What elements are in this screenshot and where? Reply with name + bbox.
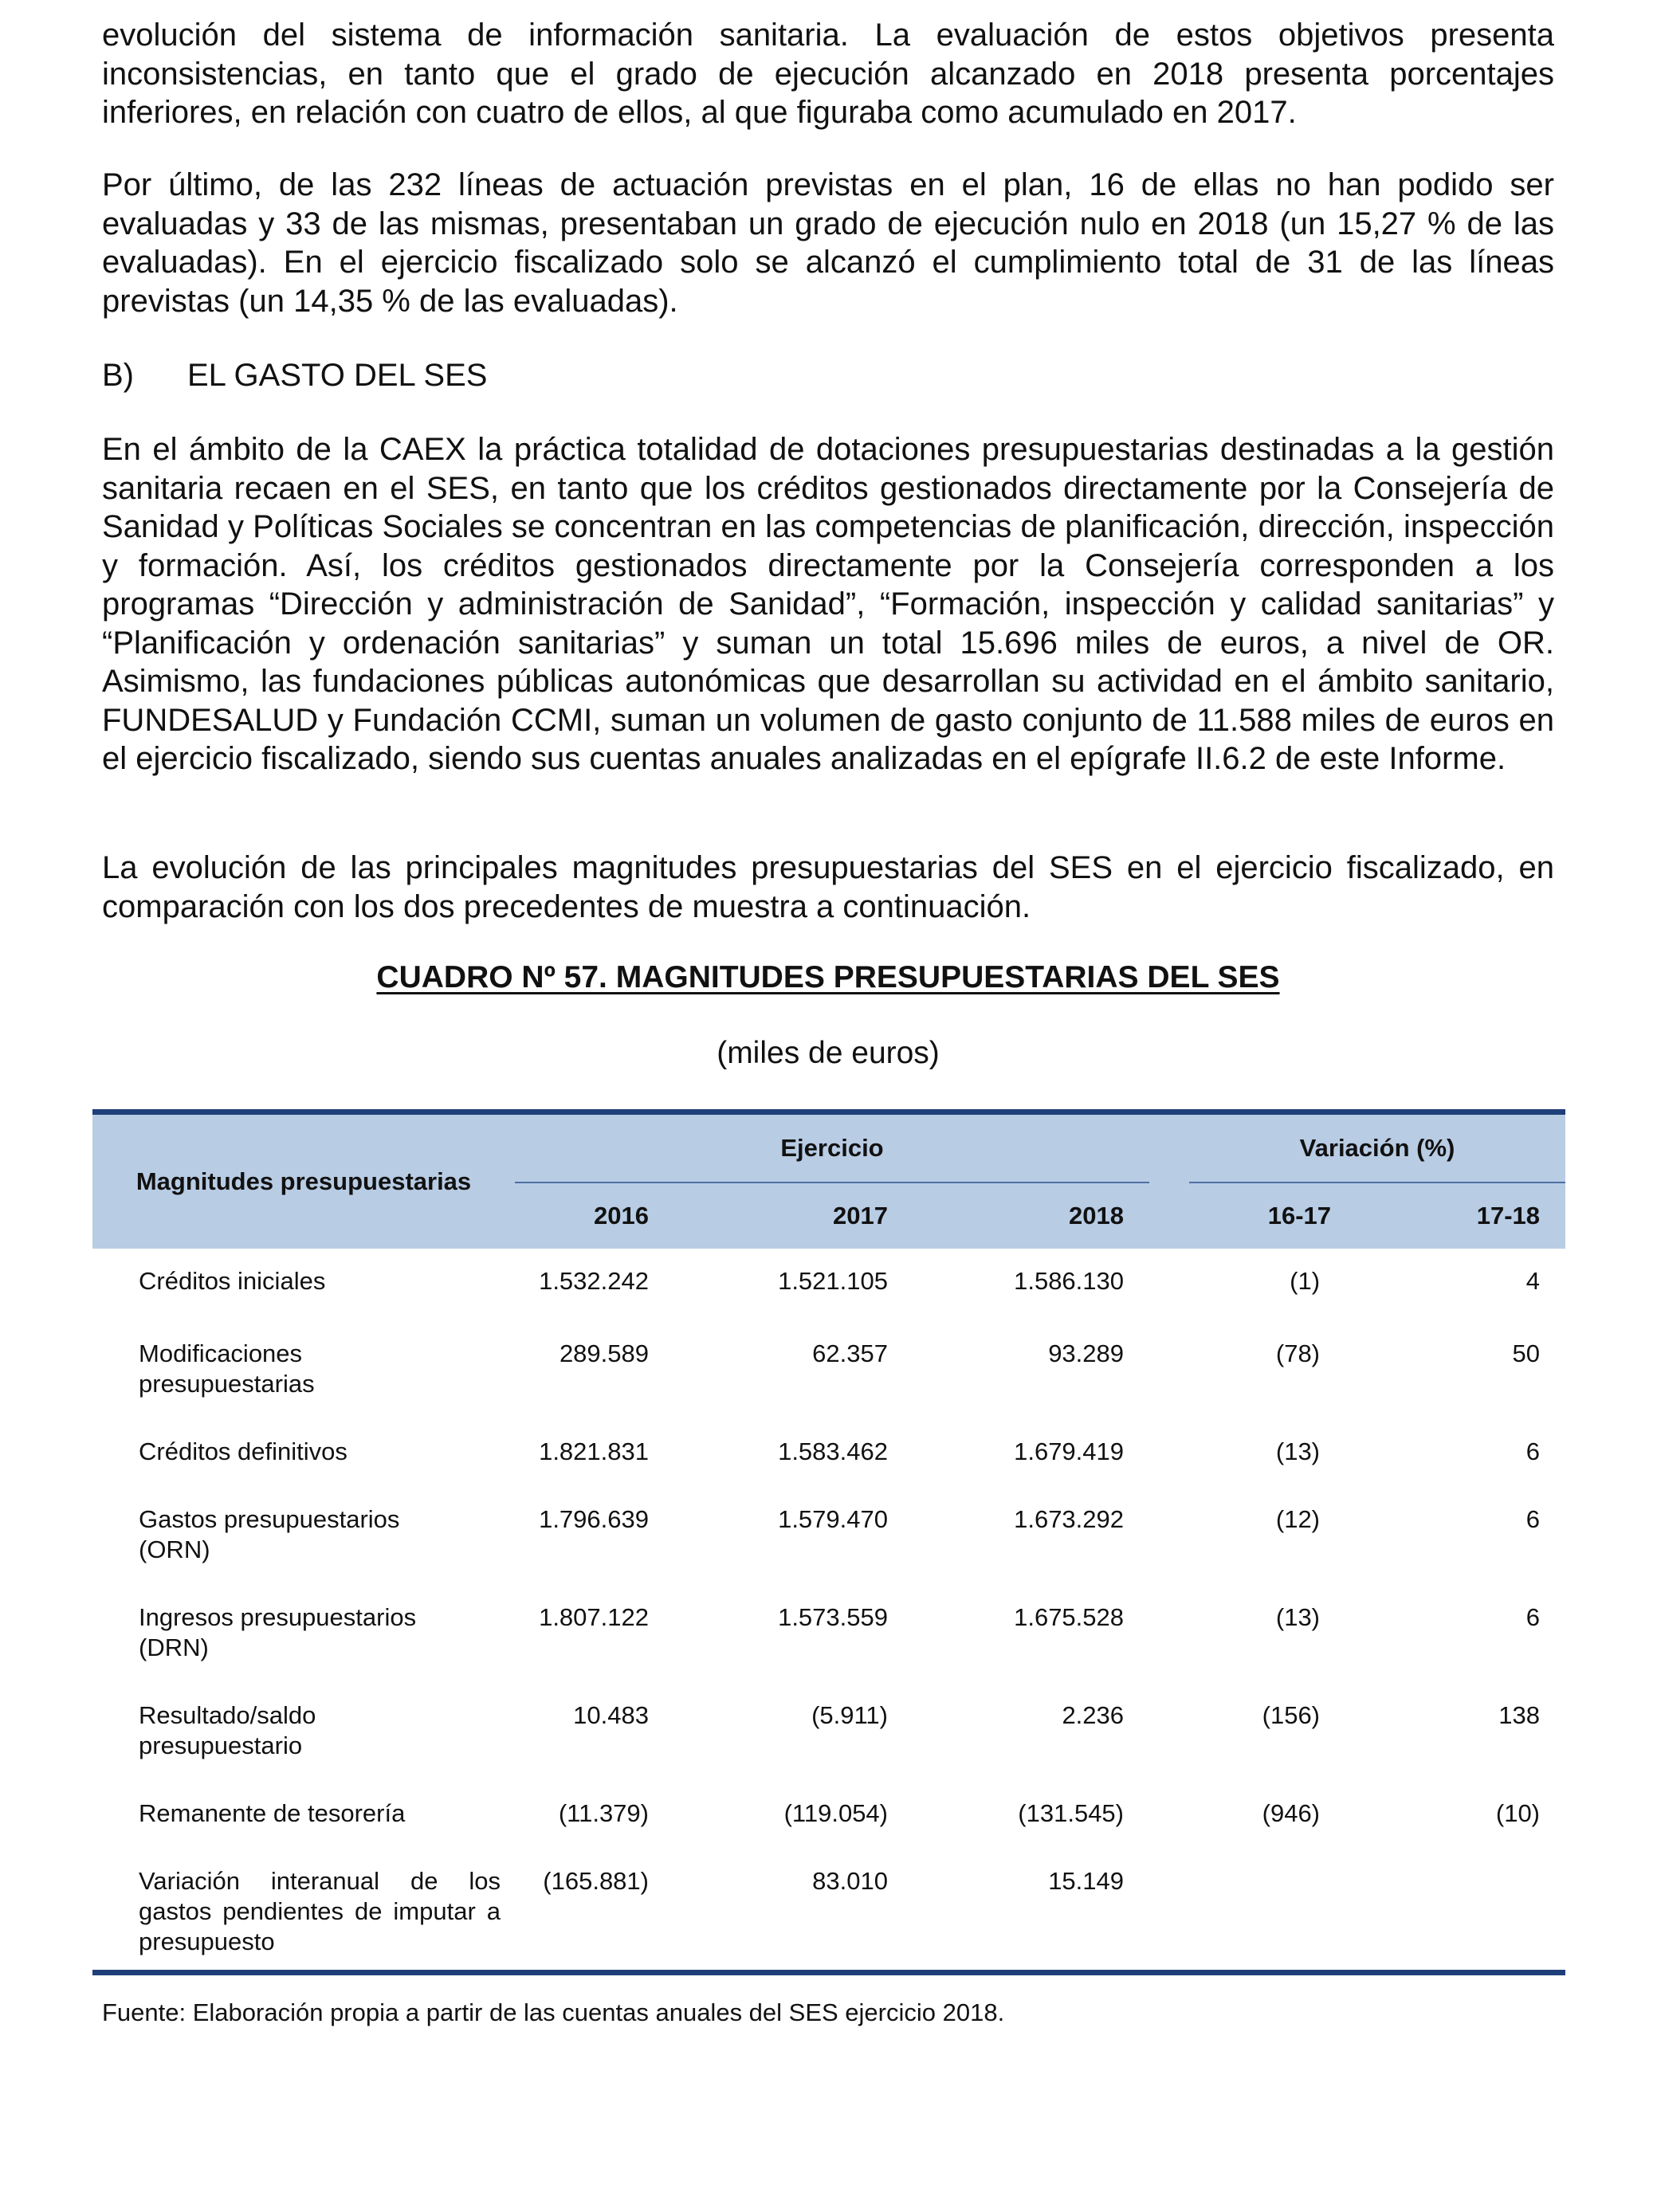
cell-gap — [1149, 1678, 1189, 1776]
cell-2016: 1.796.639 — [539, 1505, 649, 1533]
section-letter: B) — [102, 358, 134, 393]
table-row — [92, 1678, 1565, 1776]
row-label: Créditos definitivos — [139, 1437, 347, 1465]
cell-2016: 1.807.122 — [539, 1603, 649, 1631]
cell-17-18: 6 — [1525, 1603, 1541, 1631]
cell-2018: 1.673.292 — [1014, 1505, 1125, 1533]
cell-gap — [1149, 1482, 1189, 1580]
cell-16-17: (12) — [1275, 1505, 1321, 1533]
paragraph-evolucion: La evolución de las principales magnitudes presupuestarias del SES en el ejercicio fiscalizado, en comparación con los dos precedentes de muestra a continuación. — [102, 850, 1554, 924]
table-row — [92, 1316, 1565, 1414]
cell-17-18: 50 — [1512, 1339, 1541, 1367]
cell-gap — [1149, 1316, 1189, 1414]
budget-table — [92, 1109, 1565, 1975]
row-label: Modificaciones presupuestarias — [139, 1339, 315, 1398]
row-label: Créditos iniciales — [139, 1267, 326, 1295]
cell-17-18: 6 — [1525, 1437, 1541, 1465]
cell-17-18: (10) — [1495, 1799, 1541, 1827]
cell-2016: 289.589 — [559, 1339, 649, 1367]
cell-2016: (11.379) — [558, 1799, 649, 1827]
header-variacion: Variación (%) — [1189, 1112, 1565, 1183]
table-row — [92, 1249, 1565, 1316]
table-row — [92, 1482, 1565, 1580]
cell-2016: (165.881) — [515, 1844, 674, 1973]
cell-2018: 2.236 — [1062, 1701, 1125, 1729]
cell-2018: 15.149 — [913, 1844, 1149, 1973]
header-magnitudes: Magnitudes presupuestarias — [92, 1112, 515, 1249]
cell-2016: 1.532.242 — [539, 1267, 649, 1295]
cell-2017: 1.573.559 — [778, 1603, 888, 1631]
cell-2016: 1.821.831 — [539, 1437, 649, 1465]
cell-17-18: 138 — [1498, 1701, 1541, 1729]
row-label: Ingresos presupuestarios (DRN) — [139, 1603, 417, 1661]
header-17-18: 17-18 — [1380, 1182, 1565, 1249]
table-row — [92, 1844, 1565, 1973]
cell-gap — [1149, 1580, 1189, 1678]
cell-16-17: (1) — [1290, 1267, 1321, 1295]
paragraph-objetivos: evolución del sistema de información sanitaria. La evaluación de estos objetivos presenta inconsistencias, en tanto que el grado de ejecución alcanzado en 2018 presenta porcentajes inferiores, en relación con cuatro de ellos, al que figuraba como acumulado en 2017. — [102, 18, 1554, 130]
section-heading — [102, 356, 487, 394]
paragraph-ambito-caex: En el ámbito de la CAEX la práctica totalidad de dotaciones presupuestarias destinadas a la gestión sanitaria recaen en el SES, en tanto que los créditos gestionados directamente por la Consejería de Sanidad y Políticas Sociales se concentran en las competencias de planificación, dirección, inspección y formación. Así, los créditos gestionados directamente por la Consejería corresponden a los programas “Dirección y administración de Sanidad”, “Formación, inspección y calidad sanitarias” y “Planificación y ordenación sanitarias” y suman un total 15.696 miles de euros, a nivel de OR. Asimismo, las fundaciones públicas autonómicas que desarrollan su actividad en el ámbito sanitario, FUNDESALUD y Fundación CCMI, suman un volumen de gasto conjunto de 11.588 miles de euros en el ejercicio fiscalizado, siendo sus cuentas anuales analizadas en el epígrafe II.6.2 de este Informe. — [102, 432, 1554, 776]
cell-16-17: (156) — [1262, 1701, 1321, 1729]
row-label: Gastos presupuestarios (ORN) — [139, 1505, 400, 1563]
table-units: (miles de euros) — [717, 1036, 940, 1070]
table-row — [92, 1776, 1565, 1844]
header-2016: 2016 — [515, 1182, 674, 1249]
header-2018: 2018 — [913, 1182, 1149, 1249]
header-ejercicio: Ejercicio — [515, 1112, 1149, 1183]
cell-2017: 1.583.462 — [778, 1437, 888, 1465]
cell-2018: 1.675.528 — [1014, 1603, 1125, 1631]
header-gap — [1149, 1112, 1189, 1183]
table-title: CUADRO Nº 57. MAGNITUDES PRESUPUESTARIAS DEL SES — [376, 960, 1280, 994]
cell-2016: 10.483 — [573, 1701, 649, 1729]
cell-17-18: 6 — [1525, 1505, 1541, 1533]
cell-gap — [1149, 1414, 1189, 1482]
table-row — [92, 1580, 1565, 1678]
cell-gap — [1149, 1249, 1189, 1316]
header-gap-2 — [1149, 1182, 1189, 1249]
cell-2017: 62.357 — [812, 1339, 888, 1367]
cell-16-17: (13) — [1275, 1603, 1321, 1631]
cell-16-17: (946) — [1262, 1799, 1321, 1827]
cell-gap — [1149, 1844, 1189, 1973]
row-label: Remanente de tesorería — [139, 1799, 406, 1827]
cell-gap — [1149, 1776, 1189, 1844]
table-row — [92, 1414, 1565, 1482]
cell-2017: (5.911) — [811, 1701, 888, 1729]
cell-2017: 1.521.105 — [778, 1267, 888, 1295]
cell-17-18: 4 — [1525, 1267, 1541, 1295]
row-label: Variación interanual de los gastos pendientes de imputar a presupuesto — [92, 1844, 515, 1973]
cell-17-18 — [1380, 1844, 1565, 1973]
cell-16-17: (78) — [1275, 1339, 1321, 1367]
cell-2017: 83.010 — [674, 1844, 913, 1973]
cell-2017: (119.054) — [783, 1799, 888, 1827]
row-label: Resultado/saldo presupuestario — [139, 1701, 316, 1759]
cell-16-17: (13) — [1275, 1437, 1321, 1465]
cell-2018: 1.586.130 — [1014, 1267, 1125, 1295]
cell-2018: (131.545) — [1018, 1799, 1125, 1827]
cell-2018: 1.679.419 — [1014, 1437, 1125, 1465]
cell-2017: 1.579.470 — [778, 1505, 888, 1533]
header-16-17: 16-17 — [1189, 1182, 1380, 1249]
header-2017: 2017 — [674, 1182, 913, 1249]
cell-2018: 93.289 — [1048, 1339, 1125, 1367]
table-source: Fuente: Elaboración propia a partir de las cuentas anuales del SES ejercicio 2018. — [102, 1998, 1005, 2026]
paragraph-lineas-actuacion: Por último, de las 232 líneas de actuación previstas en el plan, 16 de ellas no han podido ser evaluadas y 33 de las mismas, presentaban un grado de ejecución nulo en 2018 (un 15,27 % de las evaluadas). En el ejercicio fiscalizado solo se alcanzó el cumplimiento total de 31 de las líneas previstas (un 14,35 % de las evaluadas). — [102, 167, 1554, 319]
section-title: EL GASTO DEL SES — [187, 358, 488, 393]
cell-16-17 — [1189, 1844, 1380, 1973]
